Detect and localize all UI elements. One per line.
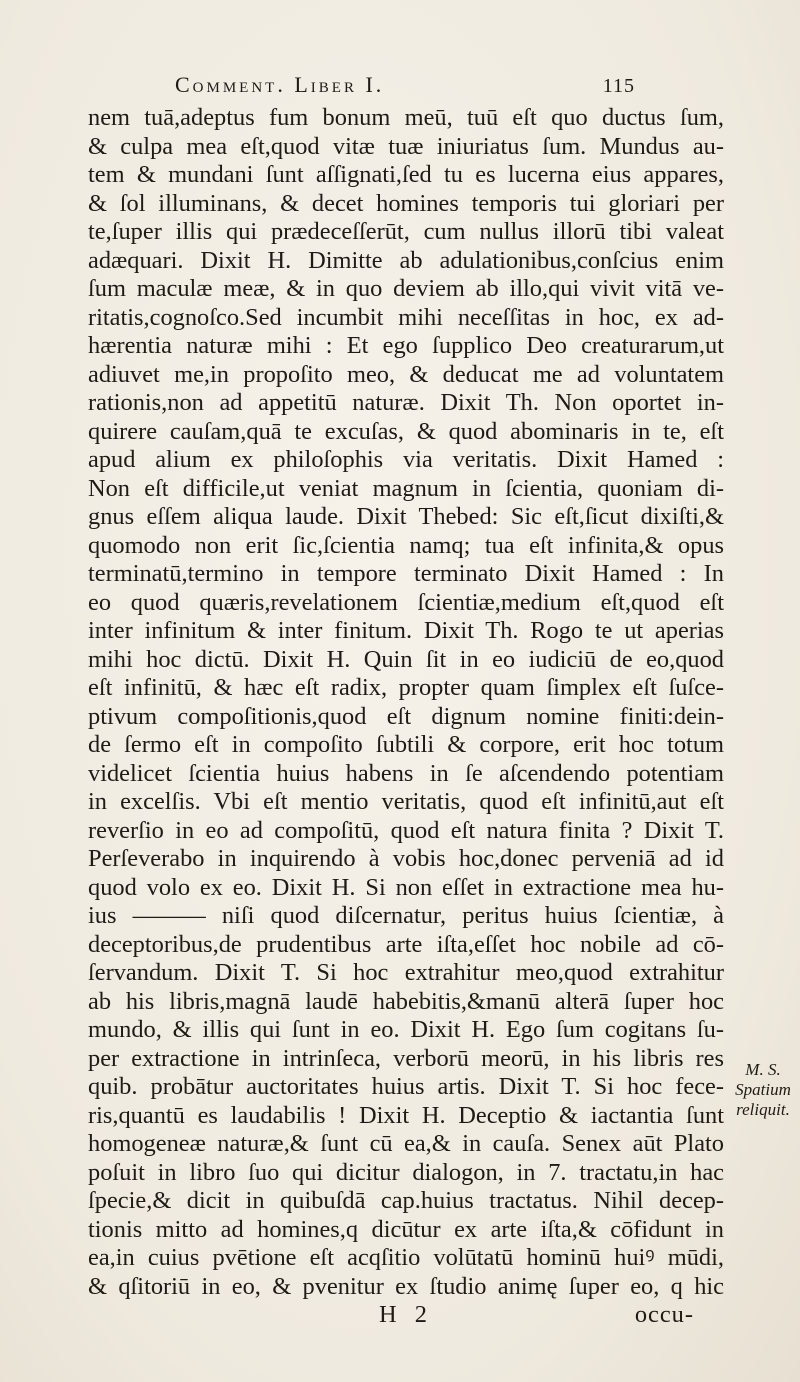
text-line: homogeneæ naturæ,& ſunt cū ea,& in cauſa. Senex aūt Plato (88, 1130, 724, 1157)
text-line: te,ſuper illis qui prædeceſſerūt, cum nullus illorū tibi valeat (88, 218, 724, 245)
text-line: quirere cauſam,quā te excuſas, & quod abominaris in te, eſt (88, 417, 724, 445)
text-line: quomodo non erit ſic,ſcientia namq; tua eſt infinita,& opus (88, 531, 724, 559)
page-number: 115 (602, 75, 635, 97)
text-line: & qſitoriū in eo, & pvenitur ex ſtudio animę ſuper eo, q hic (88, 1272, 724, 1300)
margin-note-line: M. S. (745, 1060, 781, 1079)
catchword: occu- (634, 1301, 694, 1328)
text-line: gnus eſſem aliqua laude. Dixit Thebed: Sic eſt,ſicut dixiſti,& (88, 503, 724, 530)
text-line: inter infinitum & inter finitum. Dixit Th. Rogo te ut aperias (88, 617, 724, 644)
text-line: videlicet ſcientia huius habens in ſe aſcendendo potentiam (88, 759, 724, 787)
text-line: eo quod quæris,revelationem ſcientiæ,medium eſt,quod eſt (88, 588, 724, 616)
text-line: ius ——— niſi quod diſcernatur, peritus huius ſcientiæ, à (88, 902, 724, 929)
text-line: reverſio in eo ad compoſitū, quod eſt natura finita ? Dixit T. (88, 816, 724, 844)
text-line: mundo, & illis qui ſunt in eo. Dixit H. Ego ſum cogitans ſu- (88, 1016, 724, 1043)
text-line: nem tuā,adeptus fum bonum meū, tuū eſt quo ductus ſum, (88, 104, 724, 131)
text-line: adiuvet me,in propoſito meo, & deducat me ad voluntatem (88, 360, 724, 388)
text-line: de ſermo eſt in compoſito ſubtili & corpore, erit hoc totum (88, 731, 724, 758)
text-line: ab his libris,magnā laudē habebitis,&manū alterā ſuper hoc (88, 987, 724, 1015)
text-line: per extractione in intrinſeca, verborū meorū, in his libris res (88, 1044, 724, 1072)
running-header (175, 72, 635, 98)
text-line: mihi hoc dictū. Dixit H. Quin ſit in eo iudiciū de eo,quod (88, 645, 724, 673)
text-line: ea,in cuius pvētione eſt acqſitio volūtatū hominū huiꝰ mūdi, (88, 1244, 724, 1271)
text-line: terminatū,termino in tempore terminato Dixit Hamed : In (88, 560, 724, 587)
margin-note-line: Spatium (735, 1080, 791, 1099)
signature-line (88, 1301, 724, 1330)
text-line: ſpecie,& dicit in quibuſdā cap.huius tractatus. Nihil decep- (88, 1187, 724, 1214)
text-line: rationis,non ad appetitū naturæ. Dixit Th. Non oportet in- (88, 389, 724, 416)
text-line: Non eſt difficile,ut veniat magnum in ſcientia, quoniam di- (88, 474, 724, 502)
text-line: quod volo ex eo. Dixit H. Si non eſſet in extractione mea hu- (88, 873, 724, 901)
signature-mark: H 2 (379, 1301, 433, 1328)
margin-note (728, 1060, 798, 1120)
text-line: ſervandum. Dixit T. Si hoc extrahitur meo,quod extrahitur (88, 959, 724, 986)
text-line: hærentia naturæ mihi : Et ego ſupplico Deo creaturarum,ut (88, 332, 724, 359)
margin-note-line: reliquit. (736, 1100, 790, 1119)
body-text (88, 104, 724, 1330)
text-line: poſuit in libro ſuo qui dicitur dialogon, in 7. tractatu,in hac (88, 1158, 724, 1186)
text-line: eſt infinitū, & hæc eſt radix, propter quam ſimplex eſt ſuſce- (88, 674, 724, 701)
text-line: apud alium ex philoſophis via veritatis. Dixit Hamed : (88, 446, 724, 473)
text-line: & culpa mea eſt,quod vitæ tuæ iniuriatus ſum. Mundus au- (88, 132, 724, 160)
text-line: adæquari. Dixit H. Dimitte ab adulationibus,conſcius enim (88, 246, 724, 274)
text-line: ris,quantū es laudabilis ! Dixit H. Deceptio & iactantia ſunt (88, 1101, 724, 1129)
text-line: ptivum compoſitionis,quod eſt dignum nomine finiti:dein- (88, 702, 724, 730)
text-line: tem & mundani ſunt aſſignati,ſed tu es lucerna eius appares, (88, 161, 724, 188)
text-line: ritatis,cognoſco.Sed incumbit mihi neceſſitas in hoc, ex ad- (88, 303, 724, 331)
text-line: & ſol illuminans, & decet homines temporis tui gloriari per (88, 189, 724, 217)
text-line: Perſeverabo in inquirendo à vobis hoc,donec perveniā ad id (88, 845, 724, 872)
running-title: Comment. Liber I. (175, 72, 385, 97)
text-line: in excelſis. Vbi eſt mentio veritatis, quod eſt infinitū,aut eſt (88, 788, 724, 815)
text-line: deceptoribus,de prudentibus arte iſta,eſſet hoc nobile ad cō- (88, 930, 724, 958)
text-line: tionis mitto ad homines,q dicūtur ex arte iſta,& cōfidunt in (88, 1215, 724, 1243)
text-line: ſum maculæ meæ, & in quo deviem ab illo,qui vivit vitā ve- (88, 275, 724, 302)
text-line: quib. probātur auctoritates huius artis. Dixit T. Si hoc fece- (88, 1073, 724, 1100)
